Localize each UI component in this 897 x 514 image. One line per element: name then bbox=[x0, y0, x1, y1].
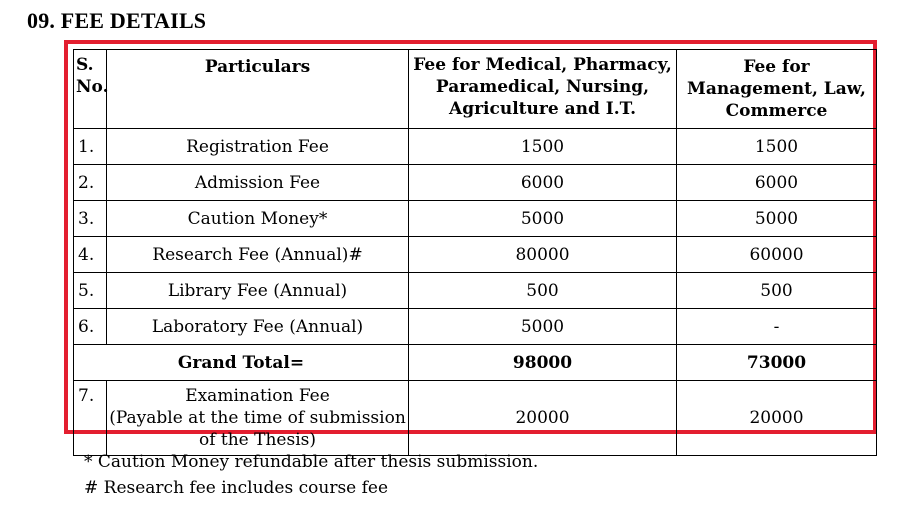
row-medical-fee: 1500 bbox=[409, 129, 677, 165]
table-row bbox=[74, 237, 877, 273]
grand-total-row bbox=[74, 345, 877, 381]
table-row bbox=[74, 309, 877, 345]
exam-particular-line: (Payable at the time of submission bbox=[109, 408, 406, 428]
row-particular: Library Fee (Annual) bbox=[107, 273, 409, 309]
row-sno: 5. bbox=[74, 273, 107, 309]
row-management-fee: 5000 bbox=[677, 201, 877, 237]
footnotes bbox=[84, 449, 538, 501]
table-row bbox=[74, 273, 877, 309]
row-medical-fee: 20000 bbox=[409, 381, 677, 456]
table-header-row bbox=[74, 50, 877, 129]
row-particular: Laboratory Fee (Annual) bbox=[107, 309, 409, 345]
row-particular: Admission Fee bbox=[107, 165, 409, 201]
grand-total-label: Grand Total= bbox=[74, 345, 409, 381]
row-medical-fee: 6000 bbox=[409, 165, 677, 201]
row-management-fee: 60000 bbox=[677, 237, 877, 273]
row-management-fee: - bbox=[677, 309, 877, 345]
row-medical-fee: 5000 bbox=[409, 309, 677, 345]
row-particular: Caution Money* bbox=[107, 201, 409, 237]
exam-particular-line: Examination Fee bbox=[185, 386, 330, 406]
row-sno: 2. bbox=[74, 165, 107, 201]
grand-total-medical: 98000 bbox=[409, 345, 677, 381]
examination-fee-row bbox=[74, 381, 877, 456]
row-management-fee: 20000 bbox=[677, 381, 877, 456]
table-row bbox=[74, 129, 877, 165]
row-medical-fee: 80000 bbox=[409, 237, 677, 273]
table-row bbox=[74, 165, 877, 201]
row-medical-fee: 5000 bbox=[409, 201, 677, 237]
header-medical-fee: Fee for Medical, Pharmacy, Paramedical, Nursing, Agriculture and I.T. bbox=[409, 50, 677, 129]
row-sno: 4. bbox=[74, 237, 107, 273]
fee-table-frame bbox=[64, 40, 877, 450]
row-medical-fee: 500 bbox=[409, 273, 677, 309]
row-particular: Registration Fee bbox=[107, 129, 409, 165]
row-management-fee: 500 bbox=[677, 273, 877, 309]
grand-total-management: 73000 bbox=[677, 345, 877, 381]
header-particulars: Particulars bbox=[107, 50, 409, 129]
row-sno: 1. bbox=[74, 129, 107, 165]
footnote-caution-money: * Caution Money refundable after thesis submission. bbox=[84, 452, 539, 472]
section-title: 09. FEE DETAILS bbox=[27, 8, 207, 33]
row-sno: 6. bbox=[74, 309, 107, 345]
row-management-fee: 1500 bbox=[677, 129, 877, 165]
footnote-research-fee: # Research fee includes course fee bbox=[84, 478, 389, 498]
header-management-fee: Fee for Management, Law, Commerce bbox=[677, 50, 877, 129]
row-particular bbox=[107, 381, 409, 456]
row-particular: Research Fee (Annual)# bbox=[107, 237, 409, 273]
table-row bbox=[74, 201, 877, 237]
row-management-fee: 6000 bbox=[677, 165, 877, 201]
row-sno: 7. bbox=[74, 381, 107, 456]
header-sno: S. No. bbox=[74, 50, 107, 129]
fee-table bbox=[73, 49, 877, 456]
exam-particular-line: of the Thesis) bbox=[198, 430, 317, 450]
row-sno: 3. bbox=[74, 201, 107, 237]
